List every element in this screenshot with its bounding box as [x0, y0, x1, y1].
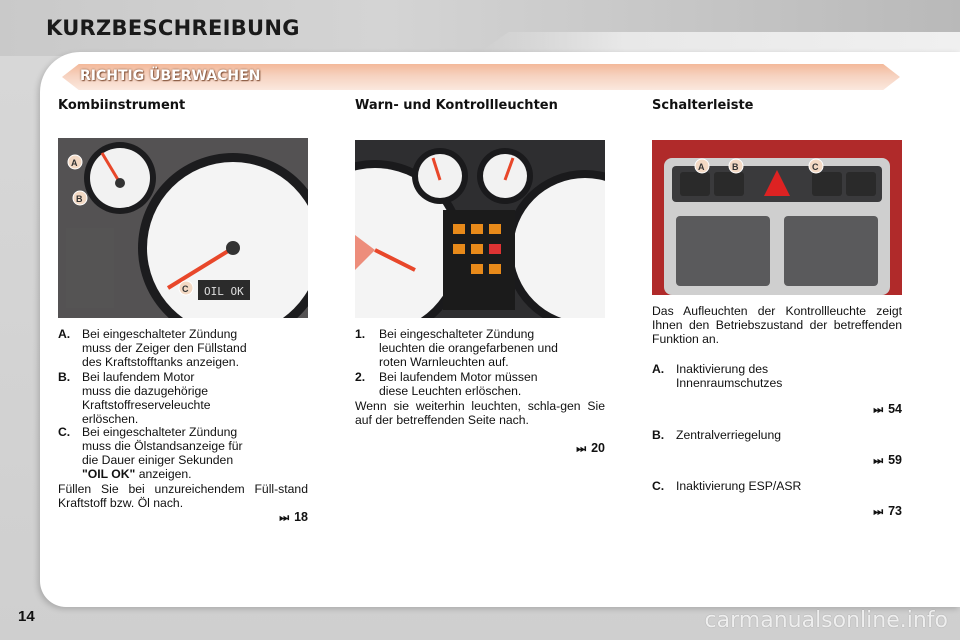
- paragraph-fuel-oil: Füllen Sie bei unzureichendem Füll-stand Kraftstoff bzw. Öl nach.: [58, 482, 308, 510]
- page-title: KURZBESCHREIBUNG: [46, 16, 300, 40]
- page-ref-18[interactable]: ⏭ 18: [279, 510, 308, 524]
- page-ref-54[interactable]: ⏭ 54: [873, 402, 902, 416]
- warning-lights-photo: [355, 140, 605, 318]
- page-ref-59[interactable]: ⏭ 59: [873, 453, 902, 467]
- page-ref-arrow-icon: ⏭: [279, 512, 290, 524]
- switch-marker-b: B: [732, 162, 739, 172]
- column-title-warnleuchten: Warn- und Kontrollleuchten: [355, 98, 558, 113]
- item-2: 2. Bei laufendem Motor müssen diese Leuchten erlöschen.: [355, 370, 538, 398]
- page-ref-arrow-icon: ⏭: [576, 443, 587, 455]
- header-strip: [480, 32, 960, 52]
- marker-c: C: [182, 284, 189, 294]
- switch-marker-c: C: [812, 162, 819, 172]
- marker-a: A: [71, 158, 78, 168]
- paragraph-switch-panel: Das Aufleuchten der Kontrollleuchte zeigt Ihnen den Betriebszustand der betreffenden Funktion an.: [652, 304, 902, 346]
- item-1: 1. Bei eingeschalteter Zündung leuchten die orangefarbenen und roten Warnleuchten auf.: [355, 327, 558, 369]
- switch-item-c: C. Inaktivierung ESP/ASR: [652, 479, 802, 493]
- cluster-display-text: OIL OK: [204, 285, 244, 298]
- item-b: B. Bei laufendem Motor muss die dazugehörige Kraftstoffreserveleuchte erlöschen.: [58, 370, 211, 426]
- switch-marker-a: A: [698, 162, 705, 172]
- column-title-kombiinstrument: Kombiinstrument: [58, 98, 186, 113]
- watermark: carmanualsonline.info: [704, 608, 948, 633]
- section-title: RICHTIG ÜBERWACHEN: [80, 68, 261, 84]
- switch-item-a: A. Inaktivierung des Innenraumschutzes: [652, 362, 783, 390]
- item-a: A. Bei eingeschalteter Zündung muss der Zeiger den Füllstand des Kraftstofftanks anzeigen.: [58, 327, 247, 369]
- paragraph-warnings: Wenn sie weiterhin leuchten, schla-gen Sie auf der betreffenden Seite nach.: [355, 399, 605, 427]
- column-title-schalterleiste: Schalterleiste: [652, 98, 754, 113]
- page-ref-arrow-icon: ⏭: [873, 455, 884, 467]
- page-ref-20[interactable]: ⏭ 20: [576, 441, 605, 455]
- page-number: 14: [18, 608, 35, 625]
- switch-item-b: B. Zentralverriegelung: [652, 428, 782, 442]
- page-ref-arrow-icon: ⏭: [873, 506, 884, 518]
- page-ref-73[interactable]: ⏭ 73: [873, 504, 902, 518]
- marker-b: B: [76, 194, 83, 204]
- page-ref-arrow-icon: ⏭: [873, 404, 884, 416]
- switch-panel-photo: [652, 140, 902, 295]
- item-c: C. Bei eingeschalteter Zündung muss die Ölstandsanzeige für die Dauer einiger Sekunden "OIL OK" anzeigen.: [58, 425, 243, 481]
- instrument-cluster-photo: [58, 138, 308, 318]
